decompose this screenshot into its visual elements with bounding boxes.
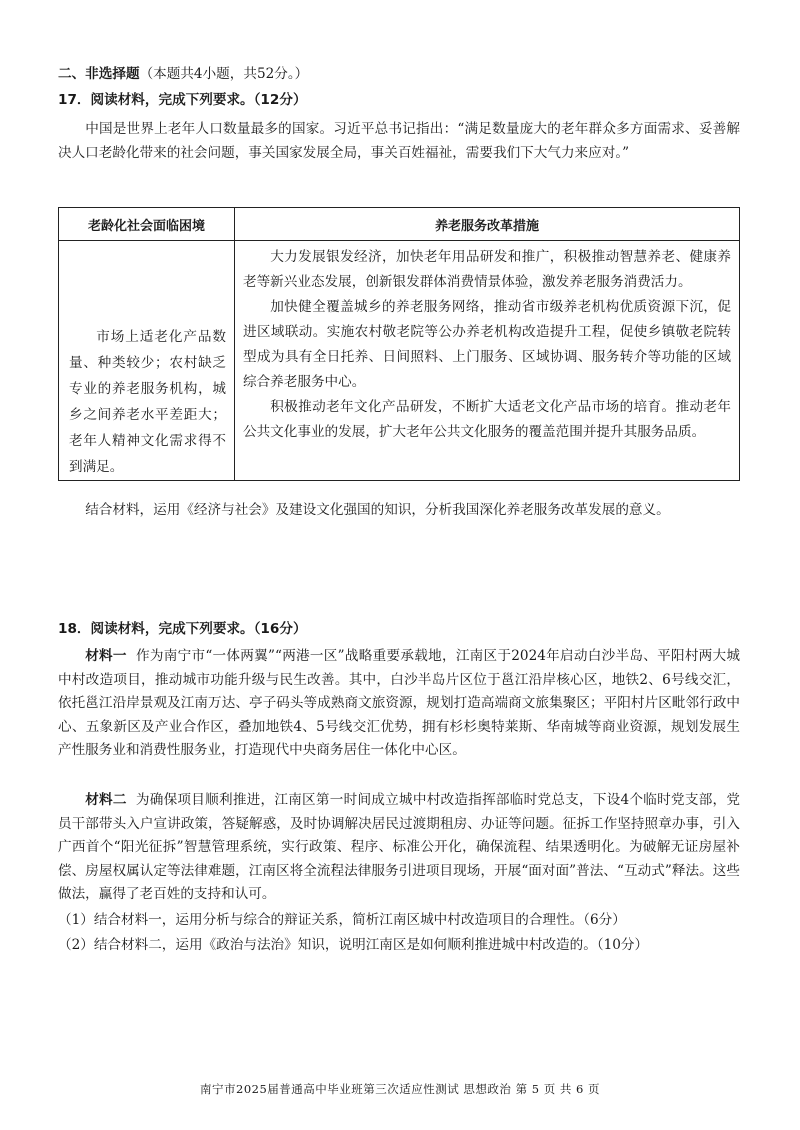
q18-subquestion-1: （1）结合材料一，运用分析与综合的辩证关系，简析江南区城中村改造项目的合理性。（6分） xyxy=(58,912,626,928)
q17-title: 17．阅读材料，完成下列要求。（12分） xyxy=(58,92,307,108)
q17-table-col2-paragraph-1: 大力发展银发经济，加快老年用品研发和推广，积极推动智慧养老、健康养老等新兴业态发展，创新银发群体消费情景体验，激发养老服务消费活力。 xyxy=(243,249,731,290)
q17-table-header-col2: 养老服务改革措施 xyxy=(235,208,740,241)
section-heading-line xyxy=(58,64,308,84)
q18-material-1-text: 作为南宁市“一体两翼”“两港一区”战略重要承载地，江南区于2024年启动白沙半岛、平阳村两大城中村改造项目，推动城市功能升级与民生改善。其中，白沙半岛片区位于邕江沿岸核心区，地铁2、6号线交汇，依托邕江沿岸景观及江南万达、亭子码头等成熟商文旅资源，规划打造高端商文旅集聚区；平阳村片区毗邻行政中心、五象新区及产业合作区，叠加地铁4、5号线交汇优势，拥有杉杉奥特莱斯、华南城等商业资源，规划发展生产性服务业和消费性服务业，打造现代中央商务居住一体化中心区。 xyxy=(58,648,741,759)
q18-material-1 xyxy=(58,645,740,763)
q17-question: 结合材料，运用《经济与社会》及建设文化强国的知识，分析我国深化养老服务改革发展的意义。 xyxy=(85,502,670,518)
q17-table xyxy=(58,207,740,481)
q17-intro: 中国是世界上老年人口数量最多的国家。习近平总书记指出：“满足数量庞大的老年群众多方面需求、妥善解决人口老龄化带来的社会问题，事关国家发展全局，事关百姓福祉，需要我们下大气力来应对。” xyxy=(58,121,740,161)
q18-subquestion-2: （2）结合材料二，运用《政治与法治》知识，说明江南区是如何顺利推进城中村改造的。（10分） xyxy=(58,937,649,953)
q18-material-2-label: 材料二 xyxy=(85,792,127,808)
q18-material-2-text: 为确保项目顺利推进，江南区第一时间成立城中村改造指挥部临时党总支，下设4个临时党支部，党员干部带头入户宣讲政策，答疑解惑，及时协调解决居民过渡期租房、办证等问题。征拆工作坚持照章办事，引入广西首个“阳光征拆”智慧管理系统，实行政策、程序、标准公开化，确保流程、结果透明化。为破解无证房屋补偿、房屋权属认定等法律难题，江南区将全流程法律服务引进项目现场，开展“面对面”普法、“互动式”释法。这些做法，赢得了老百姓的支持和认可。 xyxy=(58,792,740,903)
q18-title: 18．阅读材料，完成下列要求。（16分） xyxy=(58,621,307,637)
q17-table-header-row xyxy=(59,208,740,241)
page-footer: 南宁市2025届普通高中毕业班第三次适应性测试 思想政治 第 5 页 共 6 页 xyxy=(200,1082,600,1096)
section-heading: 二、非选择题 xyxy=(58,66,140,82)
q17-table-col1-text: 市场上适老化产品数量、种类较少；农村缺乏专业的养老服务机构，城乡之间养老水平差距大；老年人精神文化需求得不到满足。 xyxy=(69,329,226,475)
q17-table-col2-paragraph-3: 积极推动老年文化产品研发，不断扩大适老文化产品市场的培育。推动老年公共文化事业的发展，扩大老年公共文化服务的覆盖范围并提升其服务品质。 xyxy=(243,399,731,440)
q17-table-col1-cell xyxy=(59,241,235,481)
q17-table-col2-paragraph-2: 加快健全覆盖城乡的养老服务网络，推动省市级养老机构优质资源下沉，促进区域联动。实施农村敬老院等公办养老机构改造提升工程，促使乡镇敬老院转型成为具有全日托养、日间照料、上门服务、区域协调、服务转介等功能的区域综合养老服务中心。 xyxy=(243,299,731,390)
q18-material-1-label: 材料一 xyxy=(85,648,127,664)
q18-material-2 xyxy=(58,789,740,907)
q17-table-col2-cell xyxy=(235,241,740,481)
q17-table-header-col1: 老龄化社会面临困境 xyxy=(59,208,235,241)
q17-table-body-row xyxy=(59,241,740,481)
section-note: （本题共4小题，共52分。） xyxy=(139,66,309,82)
